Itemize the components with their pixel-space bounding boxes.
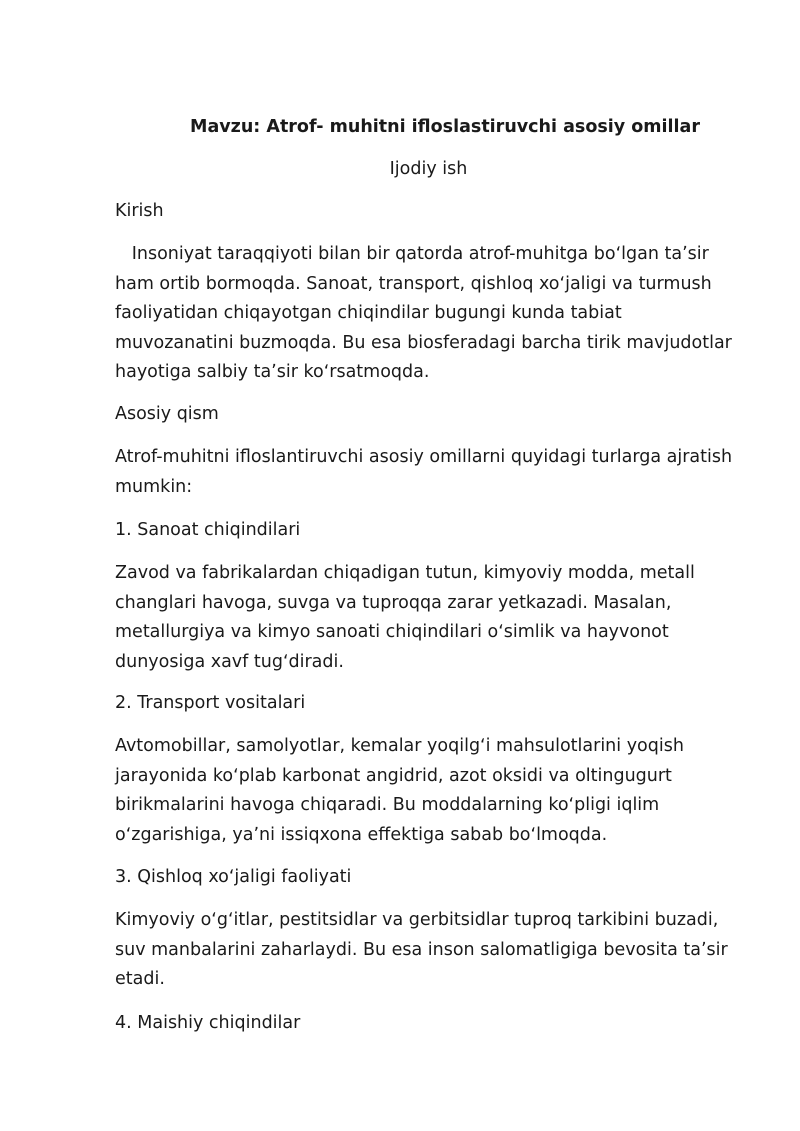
intro-heading: Kirish (115, 201, 164, 221)
section3-heading: 3. Qishloq xoʻjaligi faoliyati (115, 867, 352, 887)
intro-paragraph: Insoniyat taraqqiyoti bilan bir qatorda atrof-muhitga boʻlgan taʼsir ham ortib bormoqda. Sanoat, transport, qishloq xoʻjaligi va turmush faoliyatidan chiqayotgan chiqindilar bugungi kunda tabiat muvozanatini buzmoqda. Bu esa biosferadagi barcha tirik mavjudotlar hayotiga salbiy taʼsir koʻrsatmoqda. (115, 244, 738, 382)
section1-heading: 1. Sanoat chiqindilari (115, 520, 301, 540)
section4-heading: 4. Maishiy chiqindilar (115, 1013, 301, 1033)
section3-paragraph: Kimyoviy oʻgʻitlar, pestitsidlar va gerbitsidlar tuproq tarkibini buzadi, suv manbalarini zaharlaydi. Bu esa inson salomatligiga bevosita taʼsir etadi. (115, 910, 728, 989)
document-title: Mavzu: Atrof- muhitni ifloslastiruvchi asosiy omillar (190, 117, 700, 137)
section2-paragraph: Avtomobillar, samolyotlar, kemalar yoqilgʻi mahsulotlarini yoqish jarayonida koʻplab karbonat angidrid, azot oksidi va oltingugurt birikmalarini havoga chiqaradi. Bu moddalarning koʻpligi iqlim oʻzgarishiga, yaʼni issiqxona effektiga sabab boʻlmoqda. (115, 736, 684, 845)
section1-paragraph: Zavod va fabrikalardan chiqadigan tutun, kimyoviy modda, metall changlari havoga, suvga va tuproqqa zarar yetkazadi. Masalan, metallurgiya va kimyo sanoati chiqindilari oʻsimlik va hayvonot dunyosiga xavf tugʻdiradi. (115, 563, 695, 672)
main-intro-paragraph: Atrof-muhitni ifloslantiruvchi asosiy omillarni quyidagi turlarga ajratish mumkin: (115, 447, 733, 497)
section2-heading: 2. Transport vositalari (115, 693, 306, 713)
main-heading: Asosiy qism (115, 404, 219, 424)
document-subtitle: Ijodiy ish (389, 159, 468, 179)
